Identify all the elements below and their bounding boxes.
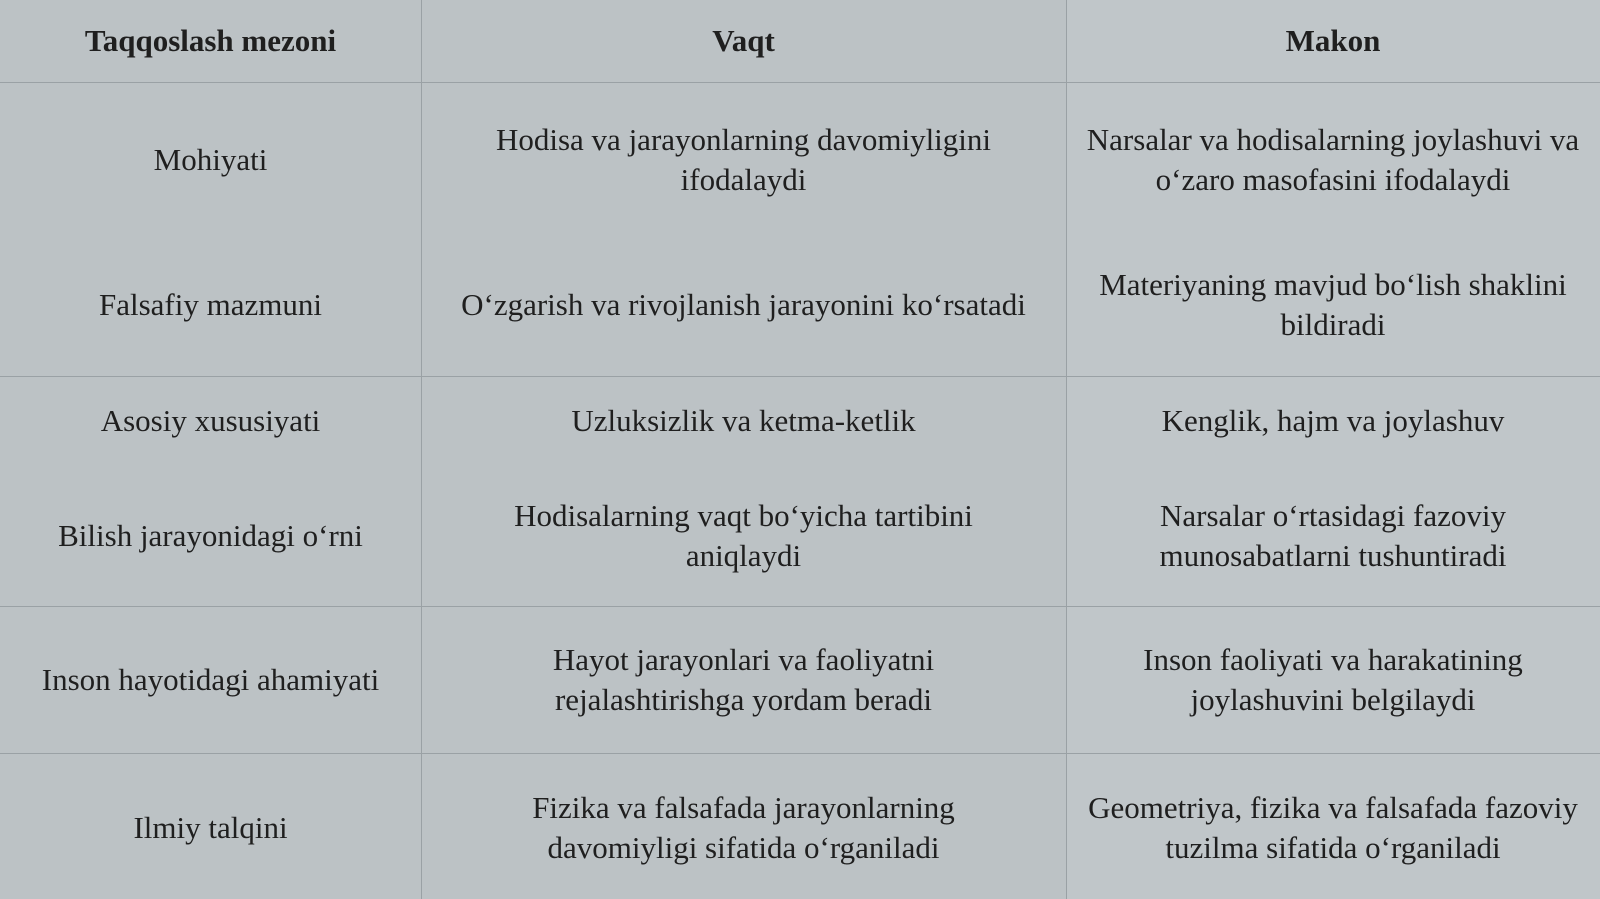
space-cell: Geometriya, fizika va falsafada fazoviy tuzilma sifatida o‘rganiladi: [1088, 790, 1578, 865]
time-cell: Hayot jarayonlari va faoliyatni rejalashtirishga yordam beradi: [552, 642, 935, 717]
row-divider: [0, 753, 1600, 754]
time-cell: Hodisa va jarayonlarning davomiyligini ifodalaydi: [495, 122, 992, 197]
row-label: Bilish jarayonidagi o‘rni: [58, 518, 363, 553]
space-cell: Narsalar va hodisalarning joylashuvi va o‘zaro masofasini ifodalaydi: [1086, 122, 1580, 197]
space-cell: Narsalar o‘rtasidagi fazoviy munosabatlarni tushuntiradi: [1159, 498, 1507, 573]
header-time: Vaqt: [712, 23, 775, 58]
time-cell: Fizika va falsafada jarayonlarning davomiyligi sifatida o‘rganiladi: [532, 790, 955, 865]
space-cell: Kenglik, hajm va joylashuv: [1161, 403, 1505, 438]
row-label: Inson hayotidagi ahamiyati: [41, 662, 380, 697]
row-divider: [0, 376, 1600, 377]
time-cell: Uzluksizlik va ketma-ketlik: [571, 403, 916, 438]
row-label: Mohiyati: [153, 142, 268, 177]
row-divider: [0, 606, 1600, 607]
header-criterion: Taqqoslash mezoni: [84, 23, 337, 58]
header-space: Makon: [1285, 23, 1381, 58]
space-cell: Materiyaning mavjud bo‘lish shaklini bildiradi: [1099, 267, 1567, 342]
time-cell: Hodisalarning vaqt bo‘yicha tartibini aniqlaydi: [514, 498, 973, 573]
time-cell: O‘zgarish va rivojlanish jarayonini ko‘rsatadi: [461, 287, 1026, 322]
space-cell: Inson faoliyati va harakatining joylashuvini belgilaydi: [1143, 642, 1523, 717]
header-divider: [0, 82, 1600, 83]
row-label: Asosiy xususiyati: [100, 403, 321, 438]
row-label: Ilmiy talqini: [133, 810, 288, 845]
row-label: Falsafiy mazmuni: [99, 287, 322, 322]
